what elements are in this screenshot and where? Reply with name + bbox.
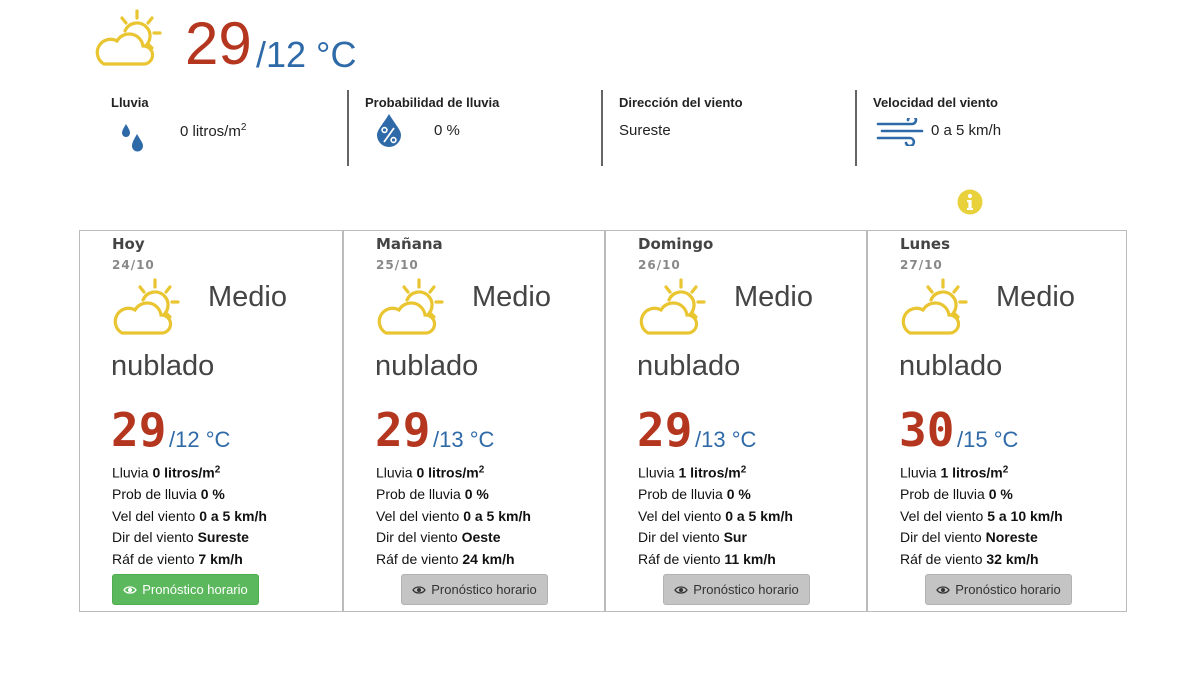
- eye-icon: [412, 585, 426, 595]
- sky-state: Medio: [472, 281, 551, 313]
- divider: [601, 90, 603, 166]
- hourly-forecast-label: Pronóstico horario: [142, 582, 248, 597]
- min-temp: /13 °C: [433, 427, 495, 452]
- partly-cloudy-icon: [92, 8, 172, 72]
- gust-row: Ráf de viento 11 km/h: [638, 551, 776, 567]
- stat-wind-speed-value: 0 a 5 km/h: [931, 122, 1002, 139]
- gust-row: Ráf de viento 7 km/h: [112, 551, 243, 567]
- rain-probability-icon: [374, 112, 404, 148]
- prob-row: Prob de lluvia 0 %: [112, 486, 225, 502]
- day-name: Hoy: [112, 235, 145, 253]
- sky-state: Medio: [734, 281, 813, 313]
- stat-prob-value: 0 %: [434, 122, 460, 139]
- sky-state: nublado: [111, 350, 215, 382]
- wind-speed-row: Vel del viento 0 a 5 km/h: [638, 508, 793, 524]
- rain-row: Lluvia 0 litros/$m^2$: [376, 464, 485, 481]
- current-min-temp: /12 °C: [256, 34, 357, 75]
- partly-cloudy-icon: [374, 277, 454, 341]
- stat-wind-speed-title: Velocidad del viento: [873, 95, 998, 110]
- forecast-cards: [79, 230, 1127, 612]
- wind-speed-row: Vel del viento 0 a 5 km/h: [376, 508, 531, 524]
- gust-row: Ráf de viento 32 km/h: [900, 551, 1039, 567]
- info-icon[interactable]: [957, 189, 983, 215]
- wind-dir-row: Dir del viento Oeste: [376, 529, 501, 545]
- day-name: Lunes: [900, 235, 951, 253]
- day-card: [342, 231, 604, 611]
- prob-row: Prob de lluvia 0 %: [376, 486, 489, 502]
- sky-state: Medio: [208, 281, 287, 313]
- stat-rain-title: Lluvia: [111, 95, 149, 110]
- gust-row: Ráf de viento 24 km/h: [376, 551, 515, 567]
- eye-icon: [674, 585, 688, 595]
- stat-wind-dir-value: Sureste: [619, 122, 671, 139]
- wind-speed-row: Vel del viento 0 a 5 km/h: [112, 508, 267, 524]
- divider: [855, 90, 857, 166]
- day-date: 25/10: [376, 258, 419, 272]
- rain-row: Lluvia 1 litros/$m^2$: [900, 464, 1009, 481]
- wind-speed-row: Vel del viento 5 a 10 km/h: [900, 508, 1063, 524]
- stat-wind-dir-title: Dirección del viento: [619, 95, 743, 110]
- eye-icon: [123, 585, 137, 595]
- eye-icon: [936, 585, 950, 595]
- min-temp: /13 °C: [695, 427, 757, 452]
- sky-state: nublado: [375, 350, 479, 382]
- max-temp: 29: [637, 403, 693, 457]
- rain-row: Lluvia 1 litros/$m^2$: [638, 464, 747, 481]
- current-max-temp: 29: [185, 10, 252, 77]
- max-temp: 29: [111, 403, 167, 457]
- sky-state: nublado: [899, 350, 1003, 382]
- hourly-forecast-label: Pronóstico horario: [431, 582, 537, 597]
- wind-dir-row: Dir del viento Noreste: [900, 529, 1038, 545]
- sky-state: Medio: [996, 281, 1075, 313]
- partly-cloudy-icon: [898, 277, 978, 341]
- stat-rain-value: 0 litros/$m^2$: [180, 122, 247, 140]
- wind-dir-row: Dir del viento Sur: [638, 529, 747, 545]
- max-temp: 29: [375, 403, 431, 457]
- max-temp: 30: [899, 403, 955, 457]
- divider: [347, 90, 349, 166]
- day-date: 27/10: [900, 258, 943, 272]
- rain-row: Lluvia 0 litros/$m^2$: [112, 464, 221, 481]
- day-date: 24/10: [112, 258, 155, 272]
- hourly-forecast-button[interactable]: [663, 574, 810, 605]
- day-name: Mañana: [376, 235, 443, 253]
- day-name: Domingo: [638, 235, 714, 253]
- partly-cloudy-icon: [110, 277, 190, 341]
- day-card: [80, 231, 342, 611]
- rain-drops-icon: [120, 120, 148, 154]
- hourly-forecast-label: Pronóstico horario: [955, 582, 1061, 597]
- prob-row: Prob de lluvia 0 %: [900, 486, 1013, 502]
- hourly-forecast-button[interactable]: [112, 574, 259, 605]
- stat-prob-title: Probabilidad de lluvia: [365, 95, 500, 110]
- wind-icon: [876, 118, 926, 146]
- day-date: 26/10: [638, 258, 681, 272]
- sky-state: nublado: [637, 350, 741, 382]
- wind-dir-row: Dir del viento Sureste: [112, 529, 249, 545]
- hourly-forecast-label: Pronóstico horario: [693, 582, 799, 597]
- min-temp: /15 °C: [957, 427, 1019, 452]
- min-temp: /12 °C: [169, 427, 231, 452]
- partly-cloudy-icon: [636, 277, 716, 341]
- hourly-forecast-button[interactable]: [401, 574, 548, 605]
- day-card: [604, 231, 866, 611]
- day-card: [866, 231, 1128, 611]
- prob-row: Prob de lluvia 0 %: [638, 486, 751, 502]
- hourly-forecast-button[interactable]: [925, 574, 1072, 605]
